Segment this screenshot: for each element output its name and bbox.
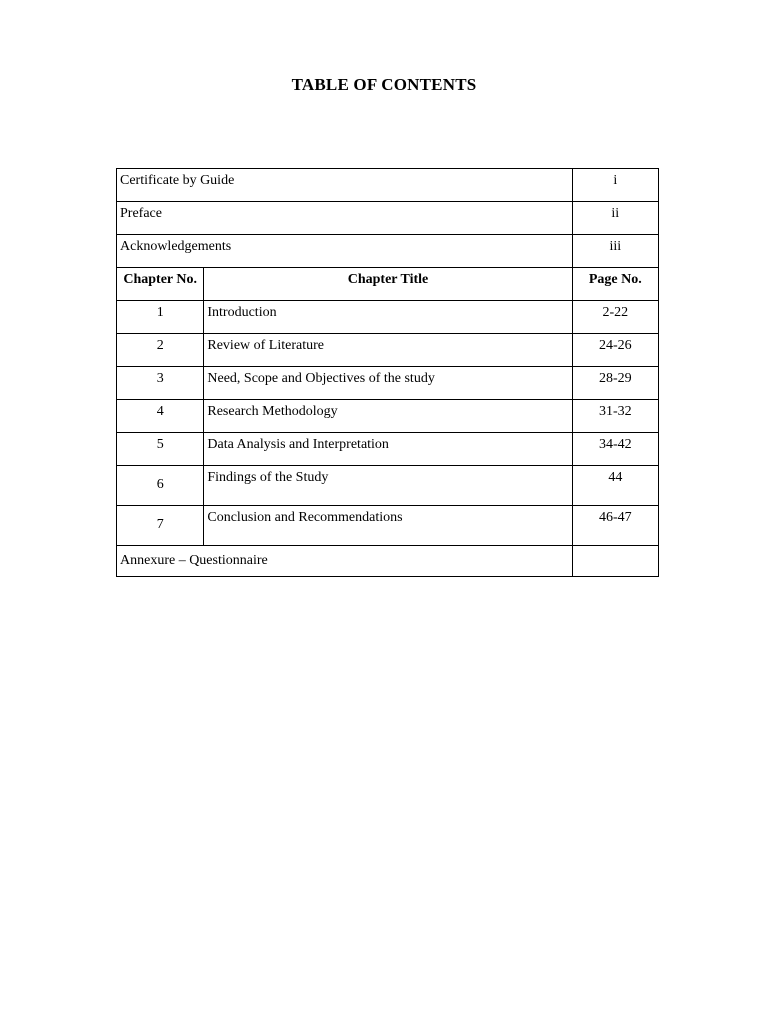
chapter-title: Conclusion and Recommendations <box>204 506 572 546</box>
page-title: TABLE OF CONTENTS <box>291 75 477 94</box>
front-matter-label: Preface <box>117 202 573 235</box>
header-page-no: Page No. <box>572 268 658 301</box>
chapter-no: 6 <box>117 466 204 506</box>
table-of-contents <box>116 168 659 577</box>
chapter-title: Findings of the Study <box>204 466 572 506</box>
chapter-page: 28-29 <box>572 367 658 400</box>
front-matter-row <box>117 169 659 202</box>
annexure-row <box>117 546 659 577</box>
front-matter-row <box>117 202 659 235</box>
chapter-no: 1 <box>117 301 204 334</box>
chapter-no: 2 <box>117 334 204 367</box>
header-chapter-title: Chapter Title <box>204 268 572 301</box>
chapter-title: Introduction <box>204 301 572 334</box>
annexure-page <box>572 546 658 577</box>
chapter-title: Need, Scope and Objectives of the study <box>204 367 572 400</box>
chapter-page: 31-32 <box>572 400 658 433</box>
chapter-no: 7 <box>117 506 204 546</box>
chapter-row <box>117 433 659 466</box>
header-chapter-no: Chapter No. <box>117 268 204 301</box>
chapter-page: 44 <box>572 466 658 506</box>
chapter-page: 46-47 <box>572 506 658 546</box>
front-matter-page: i <box>572 169 658 202</box>
chapter-page: 34-42 <box>572 433 658 466</box>
front-matter-row <box>117 235 659 268</box>
chapter-row <box>117 334 659 367</box>
chapter-title: Research Methodology <box>204 400 572 433</box>
chapter-no: 4 <box>117 400 204 433</box>
chapter-no: 5 <box>117 433 204 466</box>
front-matter-label: Acknowledgements <box>117 235 573 268</box>
annexure-label: Annexure – Questionnaire <box>117 546 573 577</box>
chapter-page: 2-22 <box>572 301 658 334</box>
header-row <box>117 268 659 301</box>
front-matter-page: ii <box>572 202 658 235</box>
chapter-row <box>117 367 659 400</box>
chapter-no: 3 <box>117 367 204 400</box>
chapter-row <box>117 301 659 334</box>
front-matter-label: Certificate by Guide <box>117 169 573 202</box>
front-matter-page: iii <box>572 235 658 268</box>
chapter-page: 24-26 <box>572 334 658 367</box>
chapter-row <box>117 466 659 506</box>
chapter-row <box>117 506 659 546</box>
chapter-title: Data Analysis and Interpretation <box>204 433 572 466</box>
chapter-row <box>117 400 659 433</box>
chapter-title: Review of Literature <box>204 334 572 367</box>
